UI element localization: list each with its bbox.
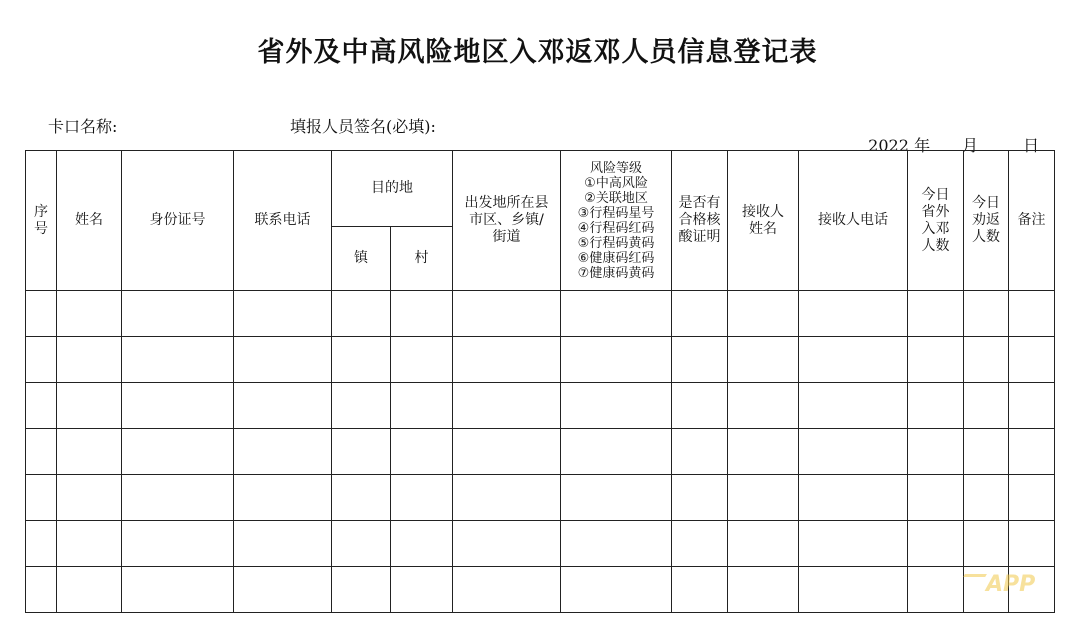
header-nucleic-cert: 是否有合格核酸证明 — [672, 151, 728, 291]
table-cell[interactable] — [57, 567, 122, 613]
header-destination: 目的地 — [332, 151, 453, 227]
table-cell[interactable] — [234, 337, 332, 383]
watermark-mark-icon — [955, 574, 987, 591]
table-cell[interactable] — [561, 567, 672, 613]
table-cell[interactable] — [26, 429, 57, 475]
table-cell[interactable] — [672, 429, 728, 475]
table-cell[interactable] — [234, 429, 332, 475]
table-cell[interactable] — [234, 291, 332, 337]
table-cell[interactable] — [1009, 475, 1055, 521]
header-id-number: 身份证号 — [122, 151, 234, 291]
date-month-unit: 月 — [962, 136, 979, 155]
table-cell[interactable] — [561, 337, 672, 383]
table-row — [26, 337, 1055, 383]
table-cell[interactable] — [672, 291, 728, 337]
table-cell[interactable] — [122, 383, 234, 429]
table-cell[interactable] — [391, 383, 453, 429]
table-cell[interactable] — [453, 383, 561, 429]
table-cell[interactable] — [964, 383, 1009, 429]
table-cell[interactable] — [391, 567, 453, 613]
table-row — [26, 291, 1055, 337]
table-cell[interactable] — [908, 429, 964, 475]
table-cell[interactable] — [728, 475, 799, 521]
table-cell[interactable] — [57, 337, 122, 383]
watermark-text: APP — [986, 572, 1036, 597]
risk-level-item: ③行程码星号 — [577, 205, 655, 221]
table-cell[interactable] — [391, 429, 453, 475]
table-cell[interactable] — [57, 429, 122, 475]
table-cell[interactable] — [332, 337, 391, 383]
table-cell[interactable] — [26, 291, 57, 337]
table-cell[interactable] — [26, 337, 57, 383]
table-cell[interactable] — [964, 337, 1009, 383]
table-cell[interactable] — [799, 337, 908, 383]
table-cell[interactable] — [561, 383, 672, 429]
table-row — [26, 567, 1055, 613]
table-cell[interactable] — [57, 475, 122, 521]
risk-level-item: ④行程码红码 — [577, 220, 655, 236]
table-cell[interactable] — [964, 521, 1009, 567]
table-cell[interactable] — [1009, 521, 1055, 567]
table-cell[interactable] — [672, 383, 728, 429]
table-cell[interactable] — [453, 291, 561, 337]
risk-level-item: ⑥健康码红码 — [577, 250, 655, 266]
date-day-unit: 日 — [1023, 136, 1040, 155]
table-cell[interactable] — [391, 337, 453, 383]
table-cell[interactable] — [332, 383, 391, 429]
table-cell[interactable] — [332, 521, 391, 567]
table-cell[interactable] — [561, 291, 672, 337]
table-cell[interactable] — [234, 567, 332, 613]
table-body — [26, 291, 1055, 613]
table-cell[interactable] — [908, 521, 964, 567]
table-cell[interactable] — [332, 291, 391, 337]
table-cell[interactable] — [332, 475, 391, 521]
header-village: 村 — [391, 227, 453, 291]
table-cell[interactable] — [908, 291, 964, 337]
table-cell[interactable] — [728, 521, 799, 567]
table-cell[interactable] — [561, 429, 672, 475]
table-cell[interactable] — [57, 521, 122, 567]
table-cell[interactable] — [672, 567, 728, 613]
table-cell[interactable] — [234, 521, 332, 567]
table-cell[interactable] — [391, 291, 453, 337]
table-row — [26, 521, 1055, 567]
table-cell[interactable] — [453, 475, 561, 521]
date-year: 2022 — [868, 136, 909, 155]
table-cell[interactable] — [26, 475, 57, 521]
header-origin: 出发地所在县市区、乡镇/街道 — [453, 151, 561, 291]
table-row — [26, 429, 1055, 475]
table-cell[interactable] — [728, 383, 799, 429]
risk-level-item: ⑦健康码黄码 — [577, 265, 655, 281]
table-cell[interactable] — [561, 475, 672, 521]
table-cell[interactable] — [728, 337, 799, 383]
table-cell[interactable] — [672, 337, 728, 383]
table-cell[interactable] — [453, 567, 561, 613]
table-cell[interactable] — [26, 521, 57, 567]
table-cell[interactable] — [908, 337, 964, 383]
table-cell[interactable] — [122, 475, 234, 521]
table-cell[interactable] — [964, 291, 1009, 337]
table-cell[interactable] — [391, 475, 453, 521]
table-row — [26, 475, 1055, 521]
table-cell[interactable] — [799, 475, 908, 521]
table-cell[interactable] — [728, 429, 799, 475]
table-cell[interactable] — [1009, 429, 1055, 475]
table-cell[interactable] — [57, 383, 122, 429]
risk-level-item: ⑤行程码黄码 — [577, 235, 655, 251]
header-phone: 联系电话 — [234, 151, 332, 291]
table-cell[interactable] — [799, 429, 908, 475]
header-risk-level — [561, 151, 672, 291]
table-cell[interactable] — [122, 291, 234, 337]
table-cell[interactable] — [391, 521, 453, 567]
table-cell[interactable] — [234, 475, 332, 521]
date-year-unit: 年 — [914, 136, 931, 155]
header-today-dissuaded: 今日劝返人数 — [964, 151, 1009, 291]
table-cell[interactable] — [122, 567, 234, 613]
table-cell[interactable] — [672, 475, 728, 521]
header-receiver-phone: 接收人电话 — [799, 151, 908, 291]
table-cell[interactable] — [799, 521, 908, 567]
risk-level-item: ①中高风险 — [584, 175, 648, 191]
risk-level-title: 风险等级 — [589, 160, 642, 176]
table-cell[interactable] — [1009, 383, 1055, 429]
header-today-entry: 今日省外入邓人数 — [908, 151, 964, 291]
header-town: 镇 — [332, 227, 391, 291]
table-cell[interactable] — [1009, 291, 1055, 337]
risk-level-item: ②关联地区 — [584, 190, 648, 206]
table-cell[interactable] — [332, 429, 391, 475]
registration-table — [25, 150, 1055, 613]
table-cell[interactable] — [1009, 337, 1055, 383]
table-cell[interactable] — [332, 567, 391, 613]
table-cell[interactable] — [908, 475, 964, 521]
header-remark: 备注 — [1009, 151, 1055, 291]
table-cell[interactable] — [122, 337, 234, 383]
table-cell[interactable] — [234, 383, 332, 429]
table-cell[interactable] — [122, 521, 234, 567]
table-cell[interactable] — [908, 383, 964, 429]
table-cell[interactable] — [26, 383, 57, 429]
table-cell[interactable] — [561, 521, 672, 567]
table-cell[interactable] — [964, 475, 1009, 521]
header-name: 姓名 — [57, 151, 122, 291]
filler-signature-label: 填报人员签名(必填): — [290, 117, 436, 136]
header-receiver-name: 接收人姓名 — [728, 151, 799, 291]
table-cell[interactable] — [964, 429, 1009, 475]
table-cell[interactable] — [26, 567, 57, 613]
table-cell[interactable] — [799, 567, 908, 613]
table-cell[interactable] — [728, 291, 799, 337]
table-cell[interactable] — [453, 337, 561, 383]
table-cell[interactable] — [799, 383, 908, 429]
header-seq: 序号 — [26, 151, 57, 291]
table-row — [26, 383, 1055, 429]
table-cell[interactable] — [799, 291, 908, 337]
table-cell[interactable] — [728, 567, 799, 613]
table-cell[interactable] — [57, 291, 122, 337]
table-cell[interactable] — [453, 521, 561, 567]
table-cell[interactable] — [122, 429, 234, 475]
form-title: 省外及中高风险地区入邓返邓人员信息登记表 — [257, 37, 818, 68]
table-cell[interactable] — [672, 521, 728, 567]
checkpoint-name-label: 卡口名称: — [48, 117, 118, 136]
table-cell[interactable] — [453, 429, 561, 475]
app-watermark — [960, 572, 1035, 597]
